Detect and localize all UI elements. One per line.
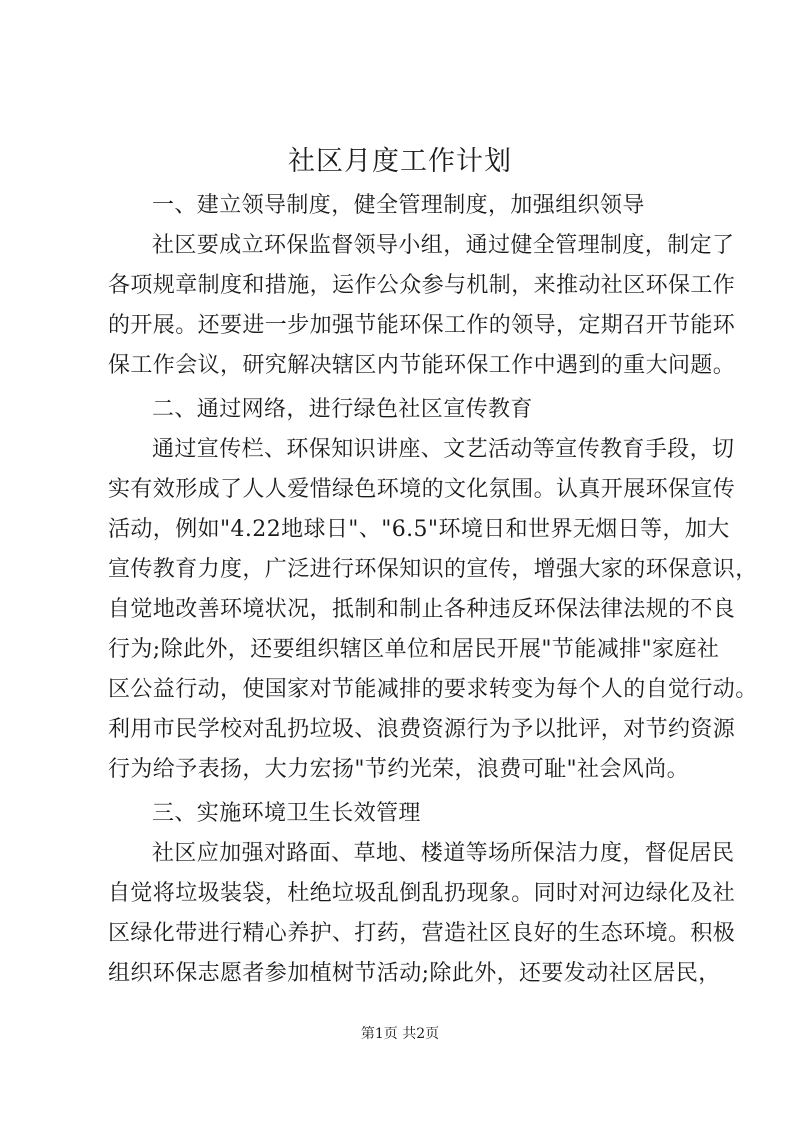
page-number-footer: 第1页 共2页 [360, 1026, 440, 1042]
paragraph-line: 区绿化带进行精心养护、打药，营造社区良好的生态环境。积极 [108, 921, 736, 946]
paragraph-line: 自觉地改善环境状况，抵制和制止各种违反环保法律法规的不良 [108, 597, 736, 622]
paragraph-line: 的开展。还要进一步加强节能环保工作的领导，定期召开节能环 [108, 313, 736, 338]
document-title: 社区月度工作计划 [288, 146, 512, 177]
paragraph-line: 各项规章制度和措施，运作公众参与机制，来推动社区环保工作 [108, 273, 736, 298]
paragraph-line: 行为给予表扬，大力宏扬"节约光荣，浪费可耻"社会风尚。 [108, 757, 690, 782]
paragraph-line: 保工作会议，研究解决辖区内节能环保工作中遇到的重大问题。 [108, 353, 736, 378]
paragraph-line: 社区应加强对路面、草地、楼道等场所保洁力度，督促居民 [152, 841, 735, 866]
paragraph-line: 实有效形成了人人爱惜绿色环境的文化氛围。认真开展环保宣传 [108, 477, 736, 502]
paragraph-line: 组织环保志愿者参加植树节活动;除此外，还要发动社区居民， [108, 961, 721, 986]
paragraph-line: 自觉将垃圾装袋，杜绝垃圾乱倒乱扔现象。同时对河边绿化及社 [108, 881, 736, 906]
paragraph-line: 区公益行动，使国家对节能减排的要求转变为每个人的自觉行动。 [108, 677, 758, 702]
paragraph-line: 通过宣传栏、环保知识讲座、文艺活动等宣传教育手段，切 [152, 437, 735, 462]
heading-section-3: 三、实施环境卫生长效管理 [152, 801, 421, 826]
heading-section-1: 一、建立领导制度，健全管理制度，加强组织领导 [152, 193, 645, 218]
paragraph-line: 宣传教育力度，广泛进行环保知识的宣传，增强大家的环保意识， [108, 557, 758, 582]
paragraph-line: 社区要成立环保监督领导小组，通过健全管理制度，制定了 [152, 233, 735, 258]
paragraph-line: 行为;除此外，还要组织辖区单位和居民开展"节能减排"家庭社 [108, 637, 720, 662]
paragraph-line: 活动，例如"4.22地球日"、"6.5"环境日和世界无烟日等，加大 [108, 517, 730, 542]
paragraph-line: 利用市民学校对乱扔垃圾、浪费资源行为予以批评，对节约资源 [108, 717, 736, 742]
heading-section-2: 二、通过网络，进行绿色社区宣传教育 [152, 397, 533, 422]
